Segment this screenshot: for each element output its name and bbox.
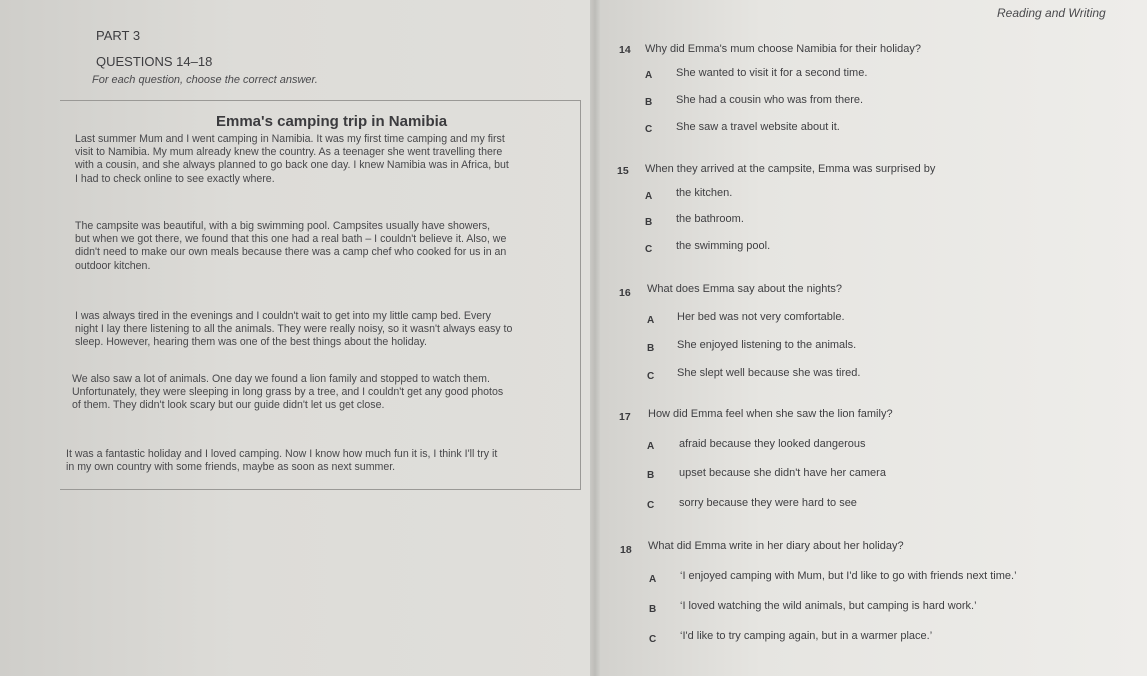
option-letter[interactable]: A xyxy=(649,574,657,585)
story-line: didn't need to make our own meals because there was a camp chef who cooked for us in an xyxy=(75,246,507,259)
option-text[interactable]: sorry because they were hard to see xyxy=(679,497,857,509)
story-line: but when we got there, we found that this one had a real bath – I couldn't believe it. Also, we xyxy=(75,233,507,246)
story-line: I had to check online to see exactly where. xyxy=(75,172,275,185)
story-line: We also saw a lot of animals. One day we found a lion family and stopped to watch them. xyxy=(72,373,490,385)
story-line: I was always tired in the evenings and I couldn't wait to get into my little camp bed. Every xyxy=(75,310,491,322)
option-text[interactable]: ‘I'd like to try camping again, but in a warmer place.’ xyxy=(680,630,933,642)
question-text: When they arrived at the campsite, Emma was surprised by xyxy=(645,163,936,175)
option-letter[interactable]: B xyxy=(647,470,655,481)
section-header: Reading and Writing xyxy=(997,6,1106,20)
story-line: night I lay there listening to all the animals. They were really noisy, so it wasn't always easy to xyxy=(75,323,513,336)
instruction-text: For each question, choose the correct answer. xyxy=(92,74,318,86)
option-text[interactable]: She enjoyed listening to the animals. xyxy=(677,339,857,351)
book-gutter xyxy=(590,0,600,676)
question-text: What did Emma write in her diary about her holiday? xyxy=(648,540,904,552)
question-number: 17 xyxy=(619,411,631,423)
option-text[interactable]: She saw a travel website about it. xyxy=(676,121,840,133)
option-text[interactable]: ‘I loved watching the wild animals, but camping is hard work.’ xyxy=(680,600,977,612)
question-number: 16 xyxy=(619,287,631,299)
story-line: in my own country with some friends, maybe as soon as next summer. xyxy=(66,461,396,474)
option-text[interactable]: She slept well because she was tired. xyxy=(677,367,861,379)
story-line: with a cousin, and she always planned to go back one day. I knew Namibia was in Africa, but xyxy=(75,159,509,172)
story-paragraph xyxy=(72,373,577,413)
question-number: 18 xyxy=(620,544,632,556)
option-letter[interactable]: A xyxy=(647,315,655,326)
story-paragraph xyxy=(66,448,571,474)
option-text[interactable]: She had a cousin who was from there. xyxy=(676,94,864,106)
questions-range: QUESTIONS 14–18 xyxy=(96,54,213,69)
story-paragraph xyxy=(75,133,580,186)
option-letter[interactable]: A xyxy=(645,70,653,81)
option-letter[interactable]: A xyxy=(647,441,655,452)
option-text[interactable]: ‘I enjoyed camping with Mum, but I'd like to go with friends next time.’ xyxy=(680,570,1017,582)
question-text: What does Emma say about the nights? xyxy=(647,283,843,295)
option-letter[interactable]: B xyxy=(645,217,653,228)
option-letter[interactable]: C xyxy=(645,124,653,135)
option-text[interactable]: She wanted to visit it for a second time. xyxy=(676,67,868,79)
story-line: The campsite was beautiful, with a big swimming pool. Campsites usually have showers, xyxy=(75,220,491,232)
story-line: visit to Namibia. My mum already knew the country. As a teenager she went travelling there xyxy=(75,146,503,159)
option-text[interactable]: upset because she didn't have her camera xyxy=(679,467,886,479)
story-line: sleep. However, hearing them was one of the best things about the holiday. xyxy=(75,336,427,349)
story-line: of them. They didn't look scary but our guide didn't let us get close. xyxy=(72,399,385,412)
option-letter[interactable]: C xyxy=(645,244,653,255)
option-letter[interactable]: A xyxy=(645,191,653,202)
story-paragraph xyxy=(75,220,580,273)
story-line: It was a fantastic holiday and I loved camping. Now I know how much fun it is, I think I'll try it xyxy=(66,448,498,460)
option-text[interactable]: afraid because they looked dangerous xyxy=(679,438,866,450)
story-line: Last summer Mum and I went camping in Namibia. It was my first time camping and my first xyxy=(75,133,505,145)
option-letter[interactable]: C xyxy=(647,371,655,382)
question-number: 14 xyxy=(619,44,631,56)
option-letter[interactable]: B xyxy=(645,97,653,108)
option-letter[interactable]: B xyxy=(647,343,655,354)
part-title: PART 3 xyxy=(96,28,141,43)
option-letter[interactable]: C xyxy=(649,634,657,645)
option-text[interactable]: the swimming pool. xyxy=(676,240,771,252)
story-paragraph xyxy=(75,310,580,350)
option-text[interactable]: Her bed was not very comfortable. xyxy=(677,311,845,323)
question-text: How did Emma feel when she saw the lion family? xyxy=(648,408,893,420)
option-letter[interactable]: B xyxy=(649,604,657,615)
story-title: Emma's camping trip in Namibia xyxy=(216,113,448,130)
option-text[interactable]: the bathroom. xyxy=(676,213,744,225)
question-text: Why did Emma's mum choose Namibia for their holiday? xyxy=(645,43,921,55)
option-letter[interactable]: C xyxy=(647,500,655,511)
story-line: outdoor kitchen. xyxy=(75,259,151,272)
option-text[interactable]: the kitchen. xyxy=(676,187,733,199)
story-line: Unfortunately, they were sleeping in long grass by a tree, and I couldn't get any good photos xyxy=(72,386,504,399)
question-number: 15 xyxy=(617,165,629,177)
